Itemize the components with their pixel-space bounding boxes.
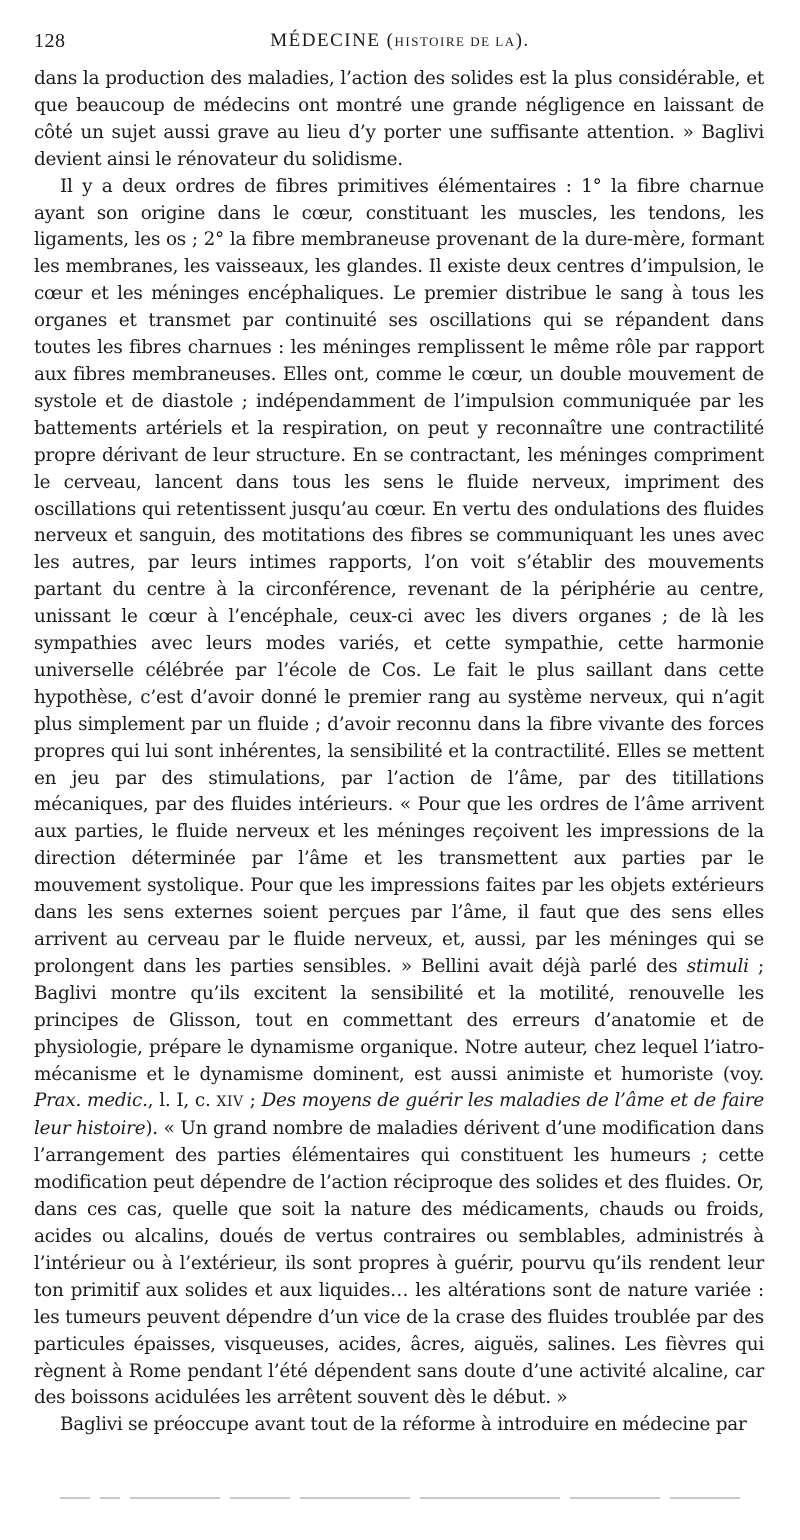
- paragraph-2-text-e: , l. I, c.: [147, 1090, 217, 1112]
- citation-des-moyens: Des moyens de guérir les maladies de l’âme et de faire leur histoire: [34, 1090, 765, 1140]
- chapter-numeral: XIV: [216, 1094, 244, 1111]
- paragraph-2-text-g: ;: [243, 1090, 262, 1112]
- paragraph-2-text-c: ; Baglivi montre qu’ils excitent la sensibilité et la motilité, renouvelle les principes de Glisson, tout en commettant des erreurs d’anatomie et de physiologie, prépare le dynamisme organique. Notre auteur, chez lequel l’iatro-mécanisme et le dynamisme dominent, est aussi animiste et humoriste (voy.: [34, 955, 765, 1085]
- running-head: [34, 30, 766, 56]
- page-title-paren-open: (: [380, 30, 395, 51]
- stimuli-term: stimuli: [686, 955, 749, 977]
- body-text: [34, 66, 764, 1439]
- citation-prax-medic: Prax. medic.: [34, 1090, 148, 1112]
- paragraph-2-text-i: ). « Un grand nombre de maladies dérivent d’une modification dans l’arrangement des parties élémentaires qui constituent les humeurs ; cette modification peut dépendre de l’action réciproque des solides et des fluides. Or, dans ces cas, quelle que soit la nature des médicaments, chauds ou froids, acides ou alcalins, doués de vertus contraires ou semblables, administrés à l’intérieur ou à l’extérieur, ils sont propres à guérir, pourvu qu’ils rendent leur ton primitif aux solides et aux liquides… les altérations sont de nature variée : les tumeurs peuvent dépendre d’un vice de la crase des fluides troublée par des particules épaisses, visqueuses, acides, âcres, aiguës, salines. Les fièvres qui règnent à Rome pendant l’été dépendent sans doute d’une activité alcaline, car des boissons acidulées les arrêtent souvent dès le début. »: [34, 1118, 764, 1409]
- page-title-main: MÉDECINE: [270, 30, 381, 51]
- page-number: 128: [34, 30, 66, 52]
- page-title: [34, 30, 766, 52]
- page-title-subtitle: HISTOIRE DE LA: [394, 34, 516, 49]
- paragraph-3: Baglivi se préoccupe avant tout de la réforme à introduire en médecine par: [60, 1414, 747, 1436]
- paragraph-2: [34, 174, 764, 1413]
- paragraph-2-text-a: Il y a deux ordres de fibres primitives élémentaires : 1° la fibre charnue ayant son origine dans le cœur, constituant les muscles, les tendons, les ligaments, les os ; 2° la fibre membraneuse provenant de la dure-mère, formant les membranes, les vaisseaux, les glandes. Il existe deux centres d’impulsion, le cœur et les méninges encéphaliques. Le premier distribue le sang à tous les organes et transmet par continuité ses oscillations qui se répandent dans toutes les fibres charnues : les méninges remplissent le même rôle par rapport aux fibres membraneuses. Elles ont, comme le cœur, un double mouvement de systole et de diastole ; indépendamment de l’impulsion communiquée par les battements artériels et la respiration, on peut y reconnaître une contractilité propre dérivant de leur structure. En se contractant, les méninges compriment le cerveau, lancent dans tous les sens le fluide nerveux, impriment des oscillations qui retentissent jusqu’au cœur. En vertu des ondulations des fluides nerveux et sanguin, des motitations des fibres se communiquant les unes avec les autres, par leurs intimes rapports, l’on voit s’établir des mouvements partant du centre à la circonférence, revenant de la périphérie au centre, unissant le cœur à l’encéphale, ceux-ci avec les divers organes ; de là les sympathies avec leurs modes variés, et cette sympathie, cette harmonie universelle célébrée par l’école de Cos. Le fait le plus saillant dans cette hypothèse, c’est d’avoir donné le premier rang au système nerveux, qui n’agit plus simplement par un fluide ; d’avoir reconnu dans la fibre vivante des forces propres qui lui sont inhérentes, la sensibilité et la contractilité. Elles se mettent en jeu par des stimulations, par l’action de l’âme, par des titillations mécaniques, par des fluides intérieurs. « Pour que les ordres de l’âme arrivent aux parties, le fluide nerveux et les méninges reçoivent les impressions de la direction déterminée par l’âme et les transmettent aux parties par le mouvement systolique. Pour que les impressions faites par les objets extérieurs dans les sens externes soient perçues par l’âme, il faut que des sens elles arrivent au cerveau par le fluide nerveux, et, aussi, par les méninges qui se prolongent dans les parties sensibles. » Bellini avait déjà parlé des: [34, 175, 764, 977]
- page-title-paren-close: ).: [515, 30, 530, 51]
- bleed-through-artifact: [60, 1494, 740, 1502]
- paragraph-1: dans la production des maladies, l’action des solides est la plus considérable, et que beaucoup de médecins ont montré une grande négligence en laissant de côté un sujet aussi grave au lieu d’y porter une suffisante attention. » Baglivi devient ainsi le rénovateur du solidisme.: [34, 68, 764, 170]
